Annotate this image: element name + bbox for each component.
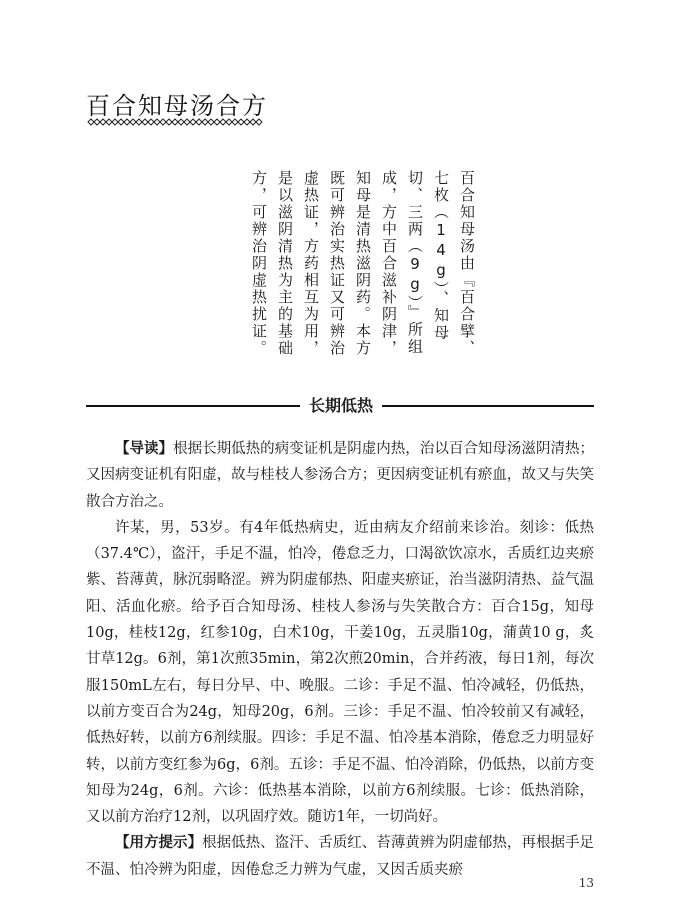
title-ornament bbox=[86, 118, 266, 126]
guide-text: 根据长期低热的病变证机是阴虚内热，治以百合知母汤滋阴清热；又因病变证机有阳虚，故与桂枝人参汤合方；更因病变证机有瘀血，故又与失笑散合方治之。 bbox=[86, 441, 594, 510]
section-rule-right bbox=[382, 405, 594, 407]
guide-label: 【导读】 bbox=[115, 441, 174, 457]
article-body bbox=[86, 436, 594, 883]
formula-intro: 百合知母汤由『百合擘、七枚（14g）、知母切、三两（9g）』所组成，方中百合滋补阴津，知母是清热滋阴药。本方既可辨治实热证又可辨治虚热证，方药相互为用，是以滋阴清热为主的基础方，可辨治阴虚热扰证。 bbox=[250, 170, 476, 357]
page-number: 13 bbox=[578, 876, 594, 890]
tip-label: 【用方提示】 bbox=[115, 835, 203, 852]
case-paragraph: 许某，男，53岁。有4年低热病史，近由病友介绍前来诊治。刻诊：低热（37.4℃），盗汗，手足不温，怕冷，倦怠乏力，口渴欲饮凉水，舌质红边夹瘀紫、苔薄黄，脉沉弱略涩。辨为阴虚郁热、阳虚夹瘀证，治当滋阴清热、益气温阳、活血化瘀。给予百合知母汤、桂枝人参汤与失笑散合方：百合15g，知母10g，桂枝12g，红参10g，白术10g，干姜10g，五灵脂10g，蒲黄10 g，炙甘草12g。6剂，第1次煎35min，第2次煎20min，合并药液，每日1剂，每次服150mL左右，每日分早、中、晚服。二诊：手足不温、怕冷减轻，仍低热，以前方变百合为24g，知母20g，6剂。三诊：手足不温、怕冷较前又有减轻，低热好转，以前方6剂续服。四诊：手足不温、怕冷基本消除，倦怠乏力明显好转，以前方变红参为6g，6剂。五诊：手足不温、怕冷消除，仍低热，以前方变知母为24g，6剂。六诊：低热基本消除，以前方6剂续服。七诊：低热消除，又以前方治疗12剂，以巩固疗效。随访1年，一切尚好。 bbox=[86, 519, 595, 826]
tip-paragraph bbox=[86, 830, 594, 883]
section-rule-left bbox=[86, 405, 300, 407]
section-header bbox=[86, 394, 594, 418]
tip-text: 根据低热、盗汗、舌质红、苔薄黄辨为阴虚郁热，再根据手足不温、怕冷辨为阳虚，因倦怠乏力辨为气虚，又因舌质夹瘀 bbox=[86, 835, 594, 878]
page-title: 百合知母汤合方 bbox=[86, 92, 268, 120]
section-title: 长期低热 bbox=[308, 396, 373, 415]
guide-paragraph bbox=[86, 436, 594, 515]
